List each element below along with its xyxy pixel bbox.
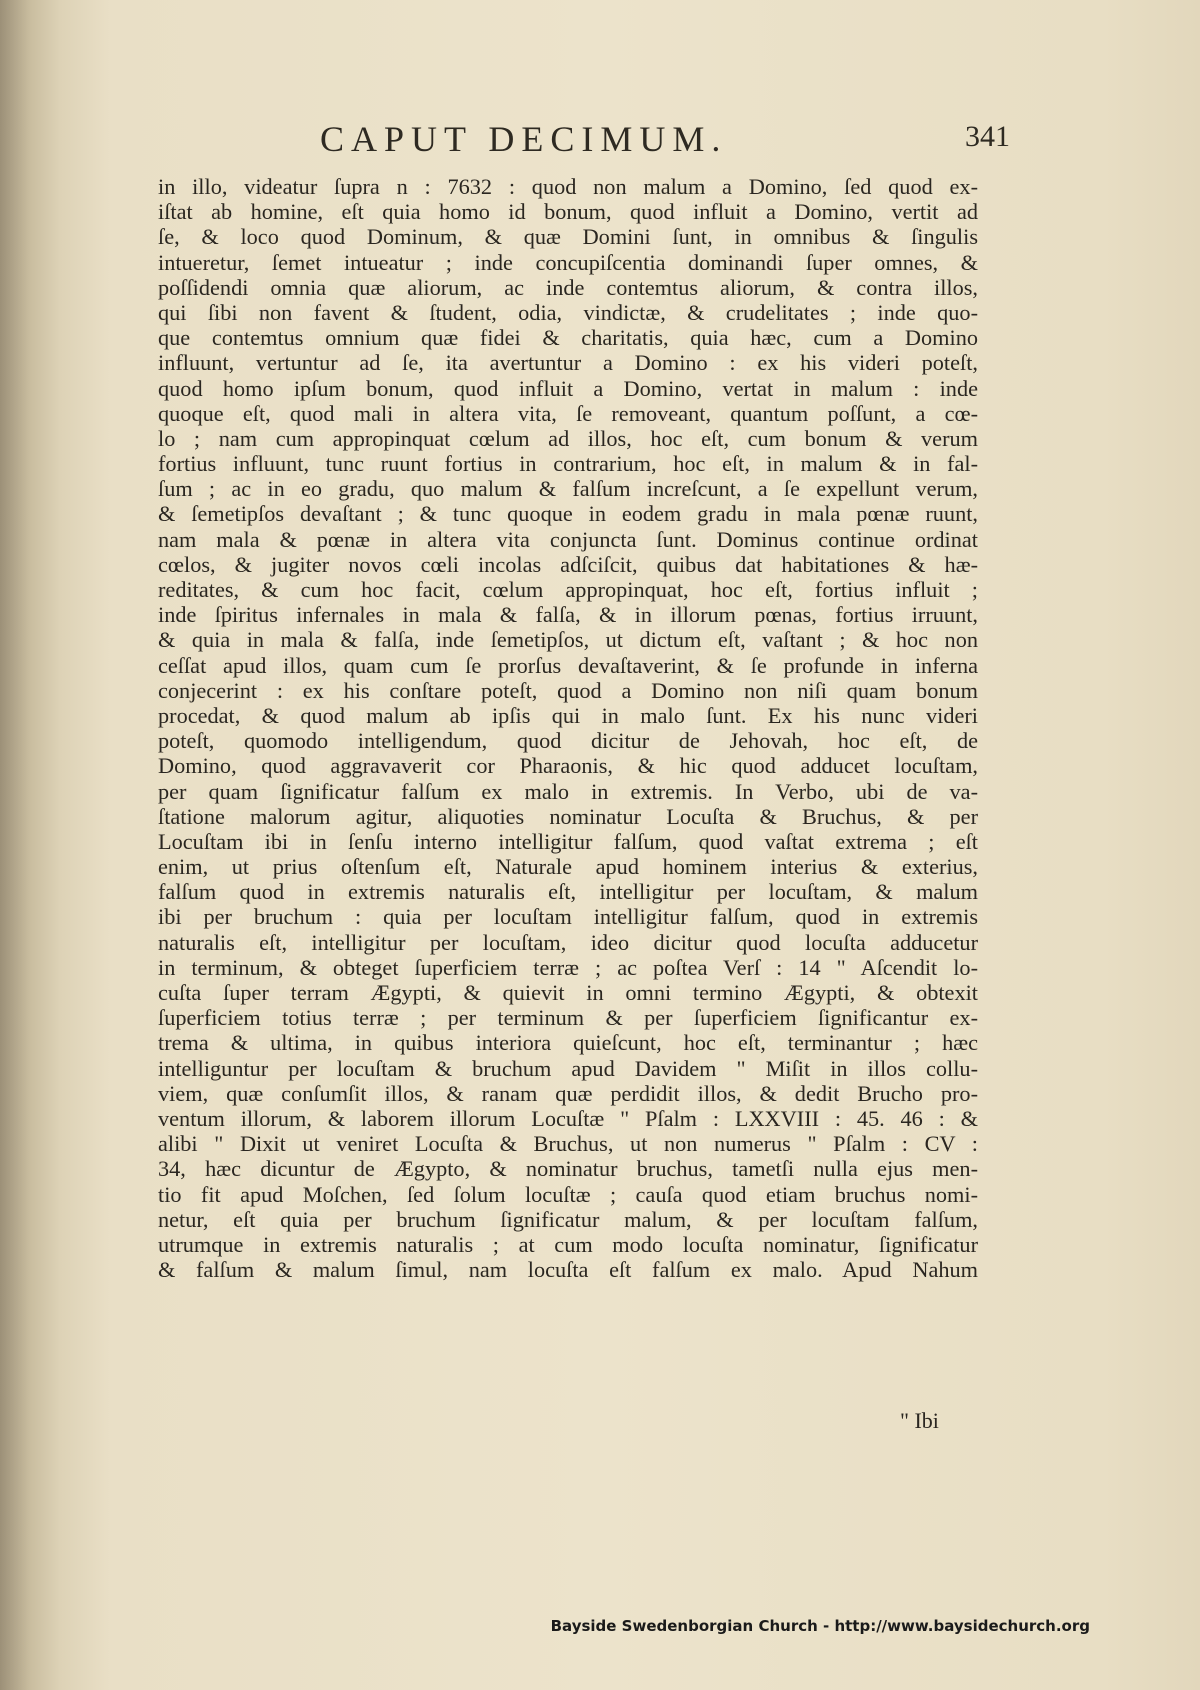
- text-line: in illo, videatur ſupra n : 7632 : quod non malum a Domino, ſed quod ex-: [158, 174, 978, 199]
- text-line: poſſidendi omnia quæ aliorum, ac inde contemtus aliorum, & contra illos,: [158, 274, 978, 300]
- running-title: CAPUT DECIMUM.: [320, 119, 728, 159]
- page-header: [160, 118, 1010, 168]
- text-line: & quia in mala & falſa, inde ſemetipſos, ut dictum eſt, vaſtant ; & hoc non: [158, 627, 978, 653]
- text-line: 34, hæc dicuntur de Ægypto, & nominatur bruchus, tametſi nulla ejus men-: [158, 1156, 978, 1182]
- text-line: inde ſpiritus infernales in mala & falſa, & in illorum pœnas, fortius irruunt,: [158, 602, 978, 628]
- footer-credit: Bayside Swedenborgian Church - http://www.baysidechurch.org: [550, 1617, 1090, 1635]
- text-line: ſuperficiem totius terræ ; per terminum & per ſuperficiem ſignificantur ex-: [158, 1005, 978, 1031]
- text-line: viem, quæ conſumſit illos, & ranam quæ perdidit illos, & dedit Brucho pro-: [158, 1080, 978, 1106]
- text-line: que contemtus omnium quæ fidei & charitatis, quia hæc, cum a Domino: [158, 325, 978, 351]
- text-line: intelliguntur per locuſtam & bruchum apud Davidem " Miſit in illos collu-: [158, 1055, 978, 1081]
- text-line: ventum illorum, & laborem illorum Locuſtæ " Pſalm : LXXVIII : 45. 46 : &: [158, 1105, 978, 1131]
- page-number: 341: [965, 120, 1010, 153]
- text-line: enim, ut prius oſtenſum eſt, Naturale apud hominem interius & exterius,: [158, 854, 978, 880]
- text-line: alibi " Dixit ut veniret Locuſta & Bruchus, ut non numerus " Pſalm : CV :: [158, 1131, 978, 1157]
- text-line: & ſemetipſos devaſtant ; & tunc quoque in eodem gradu in mala pœnæ ruunt,: [158, 501, 978, 527]
- text-line: tio fit apud Moſchen, ſed ſolum locuſtæ ; cauſa quod etiam bruchus nomi-: [158, 1181, 978, 1207]
- text-line: & falſum & malum ſimul, nam locuſta eſt falſum ex malo. Apud Nahum: [158, 1257, 978, 1283]
- text-line: ſtatione malorum agitur, aliquoties nominatur Locuſta & Bruchus, & per: [158, 803, 978, 829]
- text-line: poteſt, quomodo intelligendum, quod dicitur de Jehovah, hoc eſt, de: [158, 728, 978, 754]
- text-line: Locuſtam ibi in ſenſu interno intelligitur falſum, quod vaſtat extrema ; eſt: [158, 828, 978, 854]
- text-line: netur, eſt quia per bruchum ſignificatur malum, & per locuſtam falſum,: [158, 1206, 978, 1232]
- text-line: quod homo ipſum bonum, quod influit a Domino, vertat in malum : inde: [158, 375, 978, 401]
- text-line: nam mala & pœnæ in altera vita conjuncta ſunt. Dominus continue ordinat: [158, 526, 978, 552]
- text-line: procedat, & quod malum ab ipſis qui in malo ſunt. Ex his nunc videri: [158, 702, 978, 728]
- text-line: cuſta ſuper terram Ægypti, & quievit in omni termino Ægypti, & obtexit: [158, 980, 978, 1005]
- text-line: utrumque in extremis naturalis ; at cum modo locuſta nominatur, ſignificatur: [158, 1231, 978, 1257]
- text-line: fortius influunt, tunc ruunt fortius in contrarium, hoc eſt, in malum & in fal-: [158, 451, 978, 477]
- text-line: Domino, quod aggravaverit cor Pharaonis, & hic quod adducet locuſtam,: [158, 753, 978, 779]
- text-line: ceſſat apud illos, quam cum ſe prorſus devaſtaverint, & ſe profunde in inferna: [158, 652, 978, 678]
- text-line: falſum quod in extremis naturalis eſt, intelligitur per locuſtam, & malum: [158, 879, 978, 905]
- text-line: reditates, & cum hoc facit, cœlum appropinquat, hoc eſt, fortius influit ;: [158, 577, 978, 602]
- body-text: [158, 174, 978, 1282]
- text-line: in terminum, & obteget ſuperficiem terræ ; ac poſtea Verſ : 14 " Aſcendit lo-: [158, 954, 978, 980]
- text-line: ſum ; ac in eo gradu, quo malum & falſum increſcunt, a ſe expellunt verum,: [158, 476, 978, 502]
- text-line: ibi per bruchum : quia per locuſtam intelligitur falſum, quod in extremis: [158, 904, 978, 930]
- text-line: quoque eſt, quod mali in altera vita, ſe removeant, quantum poſſunt, a cœ-: [158, 400, 978, 426]
- text-line: ſe, & loco quod Dominum, & quæ Domini ſunt, in omnibus & ſingulis: [158, 224, 978, 250]
- text-line: lo ; nam cum appropinquat cœlum ad illos, hoc eſt, cum bonum & verum: [158, 425, 978, 451]
- text-line: naturalis eſt, intelligitur per locuſtam, ideo dicitur quod locuſta adducetur: [158, 929, 978, 955]
- text-line: qui ſibi non favent & ſtudent, odia, vindictæ, & crudelitates ; inde quo-: [158, 299, 978, 325]
- text-line: per quam ſignificatur falſum ex malo in extremis. In Verbo, ubi de va-: [158, 778, 978, 804]
- text-line: iſtat ab homine, eſt quia homo id bonum, quod influit a Domino, vertit ad: [158, 199, 978, 225]
- text-line: cœlos, & jugiter novos cœli incolas adſciſcit, quibus dat habitationes & hæ-: [158, 551, 978, 577]
- text-line: influunt, vertuntur ad ſe, ita avertuntur a Domino : ex his videri poteſt,: [158, 350, 978, 376]
- text-line: trema & ultima, in quibus interiora quieſcunt, hoc eſt, terminantur ; hæc: [158, 1030, 978, 1056]
- text-line: conjecerint : ex his conſtare poteſt, quod a Domino non niſi quam bonum: [158, 677, 978, 703]
- catchword: " Ibi: [900, 1408, 939, 1433]
- text-line: intueretur, ſemet intueatur ; inde concupiſcentia dominandi ſuper omnes, &: [158, 249, 978, 275]
